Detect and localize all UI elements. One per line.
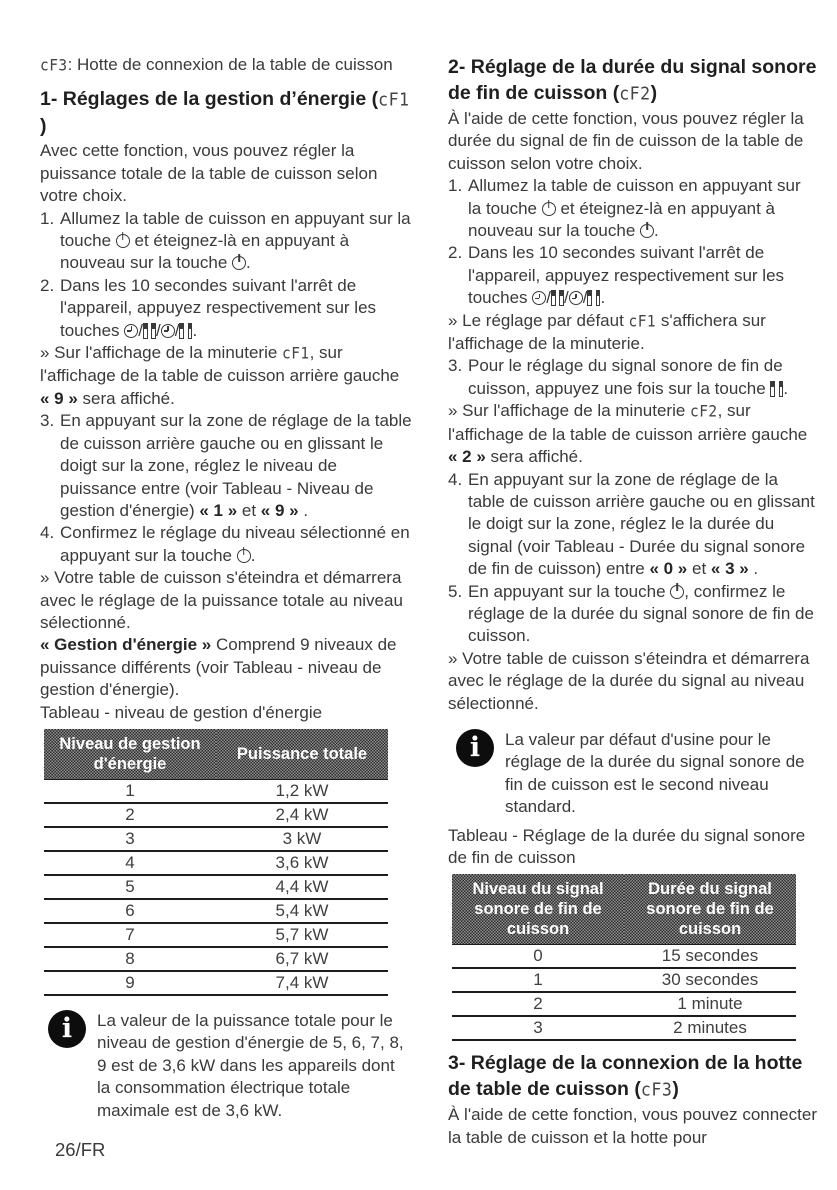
list-item-text: Dans les 10 secondes suivant l'arrêt de l'appareil, appuyez respectivement sur les touches / / / . bbox=[60, 275, 377, 340]
table-cell: 1,2 kW bbox=[216, 779, 388, 803]
list-item bbox=[448, 469, 817, 581]
table-cell: 3 bbox=[452, 1016, 624, 1040]
table-header-row bbox=[452, 874, 796, 945]
table-row bbox=[44, 899, 388, 923]
list-item-text: Confirmez le réglage du niveau sélectionné en appuyant sur la touche . bbox=[60, 523, 410, 565]
result-line: » Le réglage par défaut cF1 s'affichera sur l'affichage de la minuterie. bbox=[448, 310, 766, 354]
table-cell: 2 minutes bbox=[624, 1016, 796, 1040]
timer-touch-icon bbox=[569, 291, 583, 305]
table-cell: 30 secondes bbox=[624, 968, 796, 992]
table-header-cell: Durée du signal sonore de fin de cuisson bbox=[624, 874, 796, 945]
power-touch-icon bbox=[232, 256, 246, 270]
page-number: 26/FR bbox=[55, 1139, 106, 1160]
table-cell: 1 bbox=[452, 968, 624, 992]
data-table bbox=[452, 874, 796, 1041]
table-cell: 4,4 kW bbox=[216, 875, 388, 899]
power-touch-icon bbox=[542, 202, 556, 216]
table-row bbox=[452, 968, 796, 992]
table-cell: 2,4 kW bbox=[216, 803, 388, 827]
list-item bbox=[448, 355, 817, 400]
table-row bbox=[44, 803, 388, 827]
paragraph: « Gestion d'énergie » Comprend 9 niveaux de puissance différents (voir Tableau - niveau de gestion d'énergie). bbox=[40, 635, 397, 700]
paragraph: Avec cette fonction, vous pouvez régler la puissance totale de la table de cuisson selon votre choix. bbox=[40, 141, 378, 206]
table-cell: 1 minute bbox=[624, 992, 796, 1016]
booster-touch-icon bbox=[770, 381, 783, 397]
timer-touch-icon bbox=[124, 324, 138, 338]
table-cell: 0 bbox=[452, 945, 624, 969]
info-icon: i bbox=[48, 1010, 86, 1048]
table-cell: 3 kW bbox=[216, 827, 388, 851]
list-number: 4. bbox=[448, 469, 463, 489]
info-note bbox=[456, 729, 817, 819]
display-code: cF3 bbox=[40, 57, 68, 75]
list-number: 3. bbox=[40, 411, 55, 431]
booster-touch-icon bbox=[143, 323, 156, 339]
display-code: cF1 bbox=[628, 313, 657, 331]
list-item-text: Allumez la table de cuisson en appuyant sur la touche et éteignez-là en appuyant à nouveau sur la touche . bbox=[468, 176, 801, 241]
list-item-text: En appuyant sur la zone de réglage de la table de cuisson arrière gauche ou en glissant le doigt sur la zone, réglez le la durée du signal (voir Tableau - Durée du signal sonore de fin de cuisson) entre « 0 » et « 3 » . bbox=[468, 469, 815, 579]
table-header-cell: Niveau du signal sonore de fin de cuisson bbox=[452, 874, 624, 945]
list-item bbox=[448, 242, 817, 309]
table-row bbox=[452, 945, 796, 969]
table-row bbox=[44, 971, 388, 995]
table-cell: 6 bbox=[44, 899, 216, 923]
paragraph: cF3: Hotte de connexion de la table de cuisson bbox=[40, 54, 412, 77]
info-icon: i bbox=[456, 729, 494, 767]
paragraph: À l'aide de cette fonction, vous pouvez régler la durée du signal de fin de cuisson de la table de cuisson selon votre choix. bbox=[448, 109, 804, 173]
note-text: La valeur de la puissance totale pour le niveau de gestion d'énergie de 5, 6, 7, 8, 9 est de 3,6 kW dans les appareils dont la consommation électrique totale maximale est de 3,6 kW. bbox=[97, 1010, 404, 1120]
result-line: » Sur l'affichage de la minuterie cF1, sur l'affichage de la table de cuisson arrière gauche « 9 » sera affiché. bbox=[40, 343, 400, 408]
table-row bbox=[44, 875, 388, 899]
list-item-text: Dans les 10 secondes suivant l'arrêt de l'appareil, appuyez respectivement sur les touches / / / . bbox=[468, 243, 785, 308]
info-note bbox=[48, 1010, 412, 1122]
list-item-text: En appuyant sur la zone de réglage de la table de cuisson arrière gauche ou en glissant le doigt sur la zone, réglez le niveau de puissance entre (voir Tableau - Niveau de gestion d'énergie) « 1 » et « 9 » . bbox=[60, 411, 412, 520]
timer-touch-icon bbox=[532, 291, 546, 305]
data-table bbox=[44, 729, 388, 996]
list-item bbox=[40, 522, 412, 567]
power-touch-icon bbox=[640, 224, 654, 238]
table-header-cell: Puissance totale bbox=[216, 729, 388, 780]
table-caption: Tableau - Réglage de la durée du signal sonore de fin de cuisson bbox=[448, 825, 806, 867]
table-cell: 5 bbox=[44, 875, 216, 899]
list-item-text: Allumez la table de cuisson en appuyant sur la touche et éteignez-là en appuyant à nouveau sur la touche . bbox=[60, 208, 411, 273]
booster-touch-icon bbox=[587, 290, 600, 306]
list-item bbox=[40, 275, 412, 342]
list-item bbox=[40, 208, 412, 275]
result-line: » Votre table de cuisson s'éteindra et démarrera avec le réglage de la puissance totale au niveau sélectionné. bbox=[40, 568, 403, 632]
table-cell: 9 bbox=[44, 971, 216, 995]
table-cell: 7,4 kW bbox=[216, 971, 388, 995]
booster-touch-icon bbox=[551, 290, 564, 306]
list-item bbox=[448, 175, 817, 242]
left-column bbox=[40, 54, 412, 1149]
table-cell: 5,7 kW bbox=[216, 923, 388, 947]
paragraph: À l'aide de cette fonction, vous pouvez connecter la table de cuisson et la hotte pour bbox=[448, 1105, 817, 1147]
section-heading: 1- Réglages de la gestion d’énergie (cF1) bbox=[40, 86, 412, 139]
table-row bbox=[452, 992, 796, 1016]
table-cell: 6,7 kW bbox=[216, 947, 388, 971]
section-heading: 2- Réglage de la durée du signal sonore de fin de cuisson (cF2) bbox=[448, 54, 817, 107]
table-caption: Tableau - niveau de gestion d'énergie bbox=[40, 702, 323, 722]
table-cell: 2 bbox=[452, 992, 624, 1016]
list-number: 1. bbox=[448, 176, 463, 196]
table-row bbox=[44, 947, 388, 971]
table-cell: 15 secondes bbox=[624, 945, 796, 969]
list-number: 4. bbox=[40, 523, 55, 543]
list-item-text: Pour le réglage du signal sonore de fin de cuisson, appuyez une fois sur la touche . bbox=[468, 356, 789, 398]
table-cell: 2 bbox=[44, 803, 216, 827]
table-row bbox=[452, 1016, 796, 1040]
table-cell: 8 bbox=[44, 947, 216, 971]
timer-touch-icon bbox=[161, 324, 175, 338]
table-row bbox=[44, 827, 388, 851]
list-number: 1. bbox=[40, 208, 55, 228]
table-row bbox=[44, 779, 388, 803]
display-code: cF2 bbox=[690, 403, 718, 421]
table-row bbox=[44, 923, 388, 947]
table-cell: 1 bbox=[44, 779, 216, 803]
table-cell: 7 bbox=[44, 923, 216, 947]
list-item-text: En appuyant sur la touche , confirmez le réglage de la durée du signal sonore de fin de cuisson. bbox=[468, 581, 814, 646]
power-touch-icon bbox=[670, 585, 684, 599]
power-touch-icon bbox=[237, 549, 251, 563]
list-number: 5. bbox=[448, 581, 463, 601]
display-code: cF2 bbox=[619, 83, 651, 104]
booster-touch-icon bbox=[179, 323, 192, 339]
display-code: cF1 bbox=[378, 89, 410, 111]
table-header-cell: Niveau de gestion d'énergie bbox=[44, 729, 216, 780]
display-code: cF3 bbox=[640, 1079, 673, 1101]
list-item bbox=[40, 410, 412, 522]
table-row bbox=[44, 851, 388, 875]
result-line: » Sur l'affichage de la minuterie cF2, sur l'affichage de la table de cuisson arrière gauche « 2 » sera affiché. bbox=[448, 401, 808, 467]
list-number: 3. bbox=[448, 356, 463, 376]
list-number: 2. bbox=[40, 275, 55, 295]
table-cell: 5,4 kW bbox=[216, 899, 388, 923]
display-code: cF1 bbox=[282, 345, 310, 363]
list-item bbox=[448, 581, 817, 648]
table-cell: 3 bbox=[44, 827, 216, 851]
table-cell: 3,6 kW bbox=[216, 851, 388, 875]
section-heading: 3- Réglage de la connexion de la hotte de table de cuisson (cF3) bbox=[448, 1050, 817, 1103]
note-text: La valeur par défaut d'usine pour le réglage de la durée du signal sonore de fin de cuisson est le second niveau standard. bbox=[505, 729, 805, 817]
power-touch-icon bbox=[116, 234, 130, 248]
result-line: » Votre table de cuisson s'éteindra et démarrera avec le réglage de la durée du signal au niveau sélectionné. bbox=[448, 648, 810, 713]
list-number: 2. bbox=[448, 243, 463, 263]
table-header-row bbox=[44, 729, 388, 780]
right-column bbox=[448, 54, 817, 1149]
table-cell: 4 bbox=[44, 851, 216, 875]
